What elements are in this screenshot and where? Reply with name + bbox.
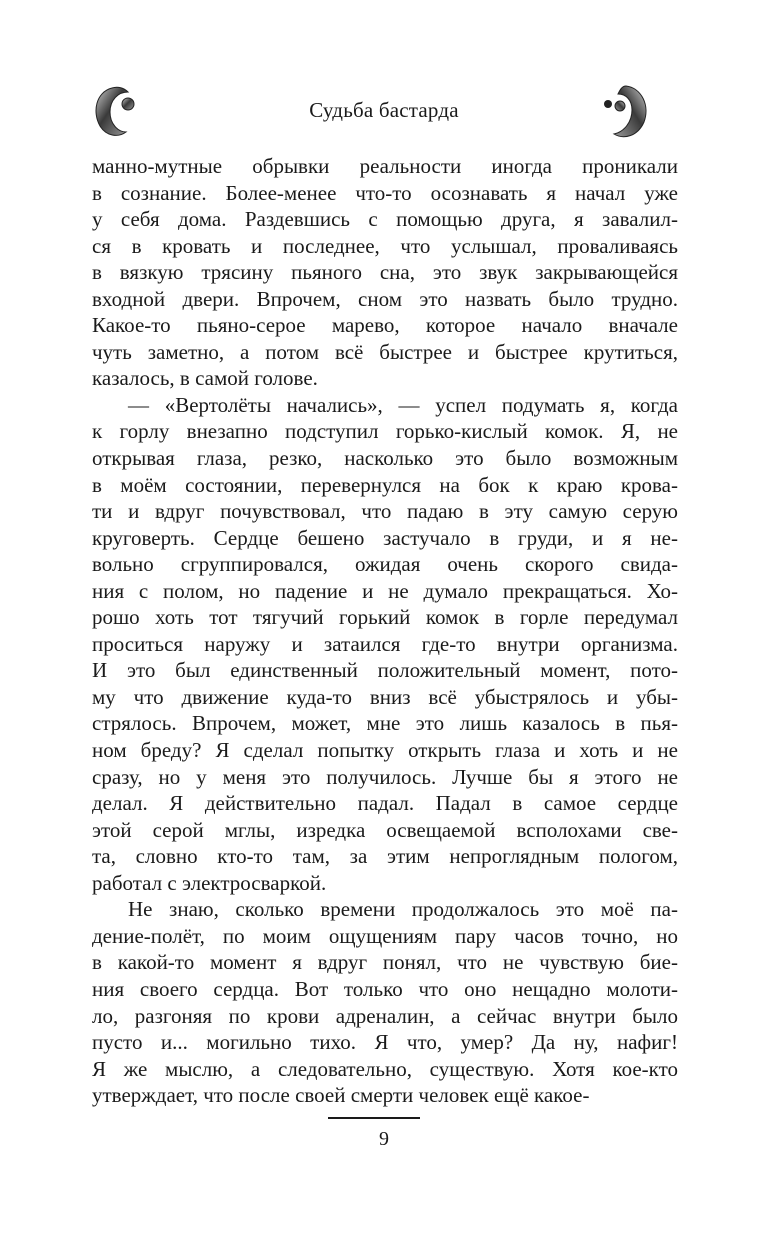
text-line: Не знаю, сколько времени продолжалось это моё па-: [128, 897, 678, 922]
text-line: чуть заметно, а потом всё быстрее и быстрее крутиться,: [92, 339, 678, 364]
text-line: входной двери. Впрочем, сном это назвать было трудно.: [92, 286, 678, 311]
text-line: в моём состоянии, перевернулся на бок к краю крова-: [92, 472, 678, 497]
running-title: Судьба бастарда: [309, 98, 459, 122]
text-line: вольно сгруппировался, ожидая очень скорого свида-: [92, 552, 678, 577]
text-line: манно-мутные обрывки реальности иногда проникали: [92, 154, 678, 178]
text-line: ло, разгоняя по крови адреналин, а сейчас внутри было: [92, 1003, 678, 1028]
text-line: Какое-то пьяно-серое марево, которое начало вначале: [92, 313, 678, 338]
footer-rule: [328, 1117, 420, 1119]
text-line: рошо хоть тот тягучий горький комок в горле передумал: [92, 605, 678, 630]
text-line: стрялось. Впрочем, может, мне это лишь казалось в пья-: [92, 711, 678, 736]
paragraph: [92, 153, 678, 392]
text-line: му что движение куда-то вниз всё убыстрялось и убы-: [92, 684, 678, 709]
text-line: ся в кровать и последнее, что услышал, проваливаясь: [92, 233, 678, 258]
text-line: в какой-то момент я вдруг понял, что не чувствую бие-: [92, 950, 678, 975]
text-line: к горлу внезапно подступил горько-кислый комок. Я, не: [92, 419, 678, 444]
text-line: ном бреду? Я сделал попытку открыть глаза и хоть и не: [92, 738, 678, 763]
text-line: делал. Я действительно падал. Падал в самое сердце: [92, 791, 678, 816]
page-number: 9: [379, 1128, 389, 1150]
text-line: утверждает, что после своей смерти человек ещё какое-: [92, 1083, 590, 1108]
right-ornament-icon: [530, 78, 680, 148]
text-line: сразу, но у меня это получилось. Лучше бы я этого не: [92, 764, 678, 789]
text-line: круговерть. Сердце бешено застучало в груди, и я не-: [92, 525, 678, 550]
text-line: этой серой мглы, изредка освещаемой всполохами све-: [92, 817, 678, 842]
text-line: проситься наружу и затаился где-то внутри организма.: [92, 631, 678, 656]
paragraph: [92, 896, 678, 1108]
text-line: И это был единственный положительный момент, пото-: [92, 658, 678, 683]
text-line: в вязкую трясину пьяного сна, это звук закрывающейся: [92, 260, 678, 285]
text-line: в сознание. Более-менее что-то осознавать я начал уже: [92, 180, 678, 205]
text-line: работал с электросваркой.: [92, 870, 327, 895]
text-line: ти и вдруг почувствовал, что падаю в эту самую серую: [92, 499, 678, 524]
running-header: [0, 78, 768, 148]
paragraph: [92, 392, 678, 896]
text-line: пусто и... могильно тихо. Я что, умер? Да ну, нафиг!: [92, 1030, 678, 1055]
text-line: ния своего сердца. Вот только что оно нещадно молоти-: [92, 976, 678, 1001]
body-text: [92, 153, 678, 1109]
text-line: Я же мыслю, а следовательно, существую. Хотя кое-кто: [92, 1056, 678, 1081]
text-line: ния с полом, но падение и не думало прекращаться. Хо-: [92, 578, 678, 603]
text-line: у себя дома. Раздевшись с помощью друга, я завалил-: [92, 207, 678, 232]
text-line: дение-полёт, по моим ощущениям пару часов точно, но: [92, 923, 678, 948]
text-line: казалось, в самой голове.: [92, 366, 318, 391]
text-line: открывая глаза, резко, насколько это было возможным: [92, 446, 678, 471]
text-line: — «Вертолёты начались», — успел подумать я, когда: [128, 392, 678, 417]
text-line: та, словно кто-то там, за этим непроглядным пологом,: [92, 844, 678, 869]
